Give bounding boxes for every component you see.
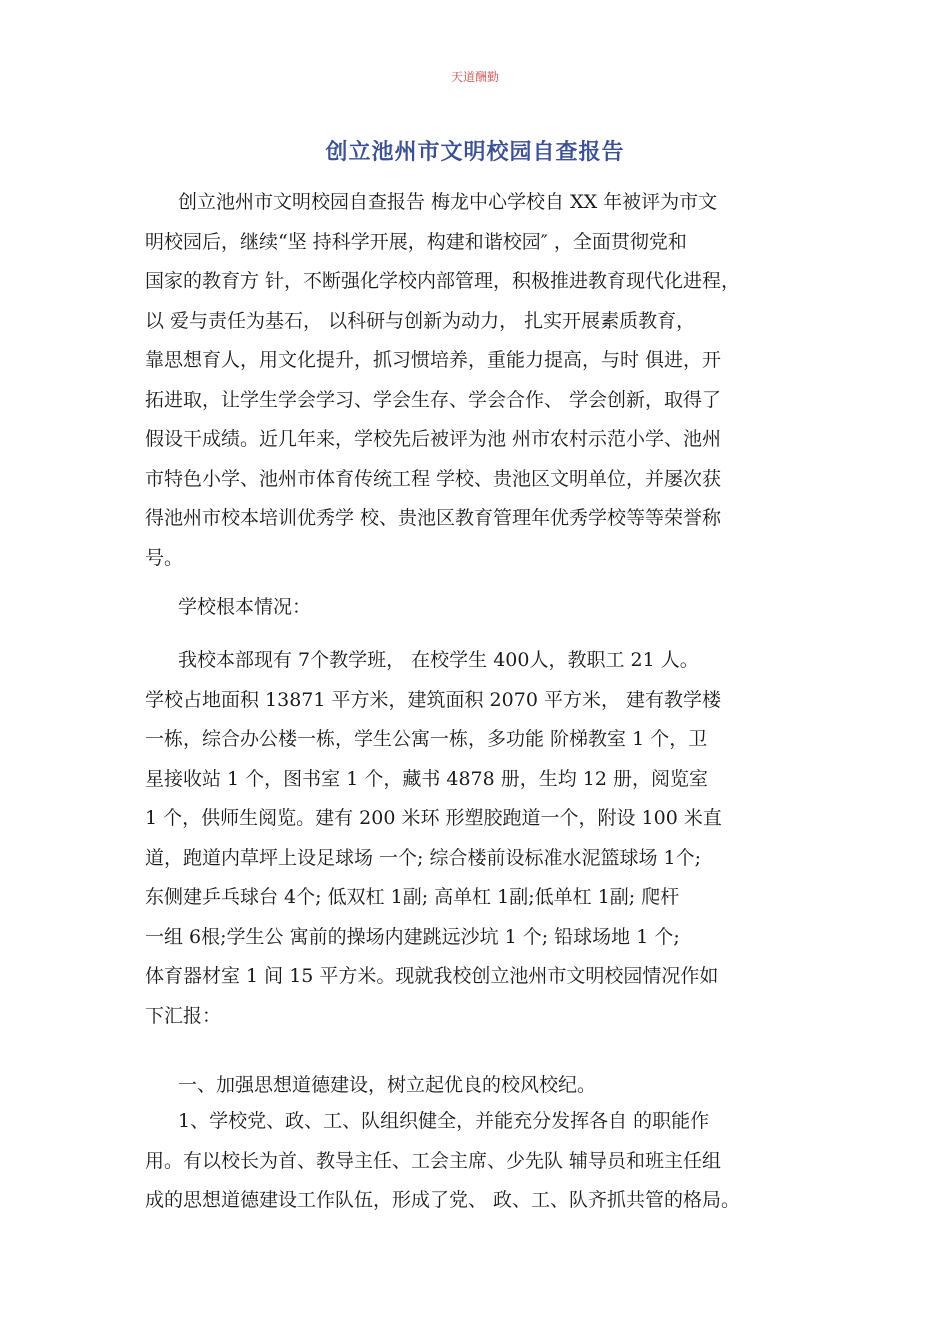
text-line: 用。有以校长为首、教导主任、工会主席、少先队 辅导员和班主任组 bbox=[145, 1149, 722, 1172]
school-info-paragraph bbox=[145, 641, 825, 1036]
text-line: 假设干成绩。近几年来，学校先后被评为池 州市农村示范小学、池州 bbox=[145, 428, 722, 450]
text-line: 以 爱与责任为基石， 以科研与创新为动力， 扎实开展素质教育， bbox=[145, 309, 696, 332]
text-line: 得池州市校本培训优秀学 校、贵池区教育管理年优秀学校等等荣誉称 bbox=[145, 507, 722, 529]
text-line: 一、加强思想道德建设，树立起优良的校风校纪。 bbox=[178, 1074, 597, 1096]
text-line: 1 个，供师生阅览。建有 200 米环 形塑胶跑道一个，附设 100 米直 bbox=[145, 807, 722, 829]
text-line: 号。 bbox=[145, 546, 184, 569]
text-line: 国家的教育方 针，不断强化学校内部管理，积极推进教育现代化进程， bbox=[145, 270, 741, 292]
text-line: 东侧建乒乓球台 4个; 低双杠 1副; 高单杠 1副;低单杠 1副; 爬杆 bbox=[145, 886, 680, 908]
header-watermark-text: 天道酬勤 bbox=[450, 70, 499, 84]
text-line: 明校园后，继续“坚 持科学开展，构建和谐校园″ ，全面贯彻党和 bbox=[145, 230, 687, 253]
text-line: 道，跑道内草坪上设足球场 一个; 综合楼前设标准水泥篮球场 1个; bbox=[145, 846, 702, 869]
text-line: 我校本部现有 7个教学班， 在校学生 400人，教职工 21 人。 bbox=[178, 649, 699, 671]
text-line: 一栋，综合办公楼一栋，学生公寓一栋，多功能 阶梯教室 1 个，卫 bbox=[145, 728, 708, 750]
text-line: 一组 6根;学生公 寓前的操场内建跳远沙坑 1 个; 铅球场地 1 个; bbox=[145, 925, 680, 948]
organization-paragraph bbox=[145, 1102, 825, 1221]
text-line: 靠思想育人，用文化提升，抓习惯培养，重能力提高，与时 俱进，开 bbox=[145, 349, 722, 371]
text-line: 拓进取，让学生学会学习、学会生存、学会合作、 学会创新，取得了 bbox=[145, 388, 722, 411]
text-line: 成的思想道德建设工作队伍，形成了党、 政、工、队齐抓共管的格局。 bbox=[145, 1189, 741, 1211]
text-line: 体育器材室 1 间 15 平方米。现就我校创立池州市文明校园情况作如 bbox=[145, 965, 719, 987]
text-line: 创立池州市文明校园自查报告 梅龙中心学校自 XX 年被评为市文 bbox=[178, 191, 718, 213]
intro-paragraph bbox=[145, 183, 825, 578]
text-line: 下汇报： bbox=[145, 1004, 222, 1027]
document-title: 创立池州市文明校园自查报告 bbox=[325, 140, 625, 165]
text-line: 学校占地面积 13871 平方米，建筑面积 2070 平方米， 建有教学楼 bbox=[145, 688, 721, 711]
text-line: 星接收站 1 个，图书室 1 个，藏书 4878 册，生均 12 册，阅览室 bbox=[145, 767, 709, 790]
text-line: 1、学校党、政、工、队组织健全，并能充分发挥各自 的职能作 bbox=[178, 1110, 710, 1132]
text-line: 学校根本情况： bbox=[178, 596, 312, 618]
section-heading-moral-education bbox=[145, 1066, 825, 1106]
section-heading-basic-info bbox=[145, 588, 825, 628]
text-line: 市特色小学、池州市体育传统工程 学校、贵池区文明单位，并屡次获 bbox=[145, 467, 722, 490]
